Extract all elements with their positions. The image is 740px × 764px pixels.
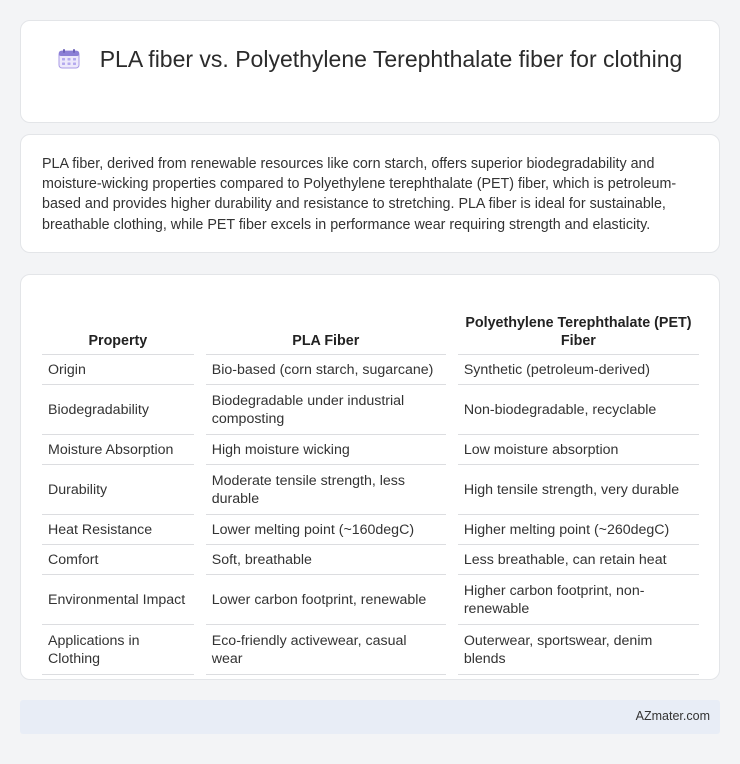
row-label: Applications in Clothing: [42, 625, 194, 675]
column-header-property: Property: [42, 293, 194, 355]
row-label: Moisture Absorption: [42, 435, 194, 465]
row-label: Durability: [42, 465, 194, 515]
title-card: [20, 20, 720, 123]
page-title-text: PLA fiber vs. Polyethylene Terephthalate fiber for clothing: [99, 46, 683, 72]
comparison-table: [42, 293, 699, 675]
table-header-row: [42, 293, 699, 355]
pet-cell: Higher melting point (~260degC): [458, 515, 699, 545]
pla-cell: Moderate tensile strength, less durable: [206, 465, 446, 515]
table-row: [42, 545, 699, 575]
table-row: [42, 385, 699, 435]
pla-cell: Bio-based (corn starch, sugarcane): [206, 355, 446, 385]
column-header-pet: Polyethylene Terephthalate (PET) Fiber: [458, 293, 699, 355]
pet-cell: Less breathable, can retain heat: [458, 545, 699, 575]
summary-text: PLA fiber, derived from renewable resources like corn starch, offers superior biodegradability and moisture-wicking properties compared to Polyethylene terephthalate (PET) fiber, which is petroleum-based and provides higher durability and resistance to stretching. PLA fiber is ideal for sustainable, breathable clothing, while PET fiber excels in performance wear requiring strength and elasticity.: [42, 156, 677, 233]
pet-cell: Synthetic (petroleum-derived): [458, 355, 699, 385]
table-row: [42, 355, 699, 385]
comparison-table-card: [20, 274, 720, 680]
page-title: [21, 45, 719, 74]
row-label: Environmental Impact: [42, 575, 194, 625]
pla-cell: Lower melting point (~160degC): [206, 515, 446, 545]
pla-cell: Eco-friendly activewear, casual wear: [206, 625, 446, 675]
pla-cell: Biodegradable under industrial composting: [206, 385, 446, 435]
row-label: Heat Resistance: [42, 515, 194, 545]
table-row: [42, 625, 699, 675]
summary-card: [20, 134, 720, 253]
row-label: Comfort: [42, 545, 194, 575]
table-row: [42, 435, 699, 465]
pla-cell: High moisture wicking: [206, 435, 446, 465]
pet-cell: Non-biodegradable, recyclable: [458, 385, 699, 435]
pet-cell: High tensile strength, very durable: [458, 465, 699, 515]
pet-cell: Outerwear, sportswear, denim blends: [458, 625, 699, 675]
calendar-icon: [58, 49, 80, 69]
table-row: [42, 465, 699, 515]
footer-bar: [20, 700, 720, 734]
row-label: Biodegradability: [42, 385, 194, 435]
pet-cell: Higher carbon footprint, non-renewable: [458, 575, 699, 625]
column-header-pla: PLA Fiber: [206, 293, 446, 355]
table-row: [42, 515, 699, 545]
pla-cell: Lower carbon footprint, renewable: [206, 575, 446, 625]
row-label: Origin: [42, 355, 194, 385]
footer-brand[interactable]: AZmater.com: [635, 709, 710, 723]
pet-cell: Low moisture absorption: [458, 435, 699, 465]
pla-cell: Soft, breathable: [206, 545, 446, 575]
table-row: [42, 575, 699, 625]
